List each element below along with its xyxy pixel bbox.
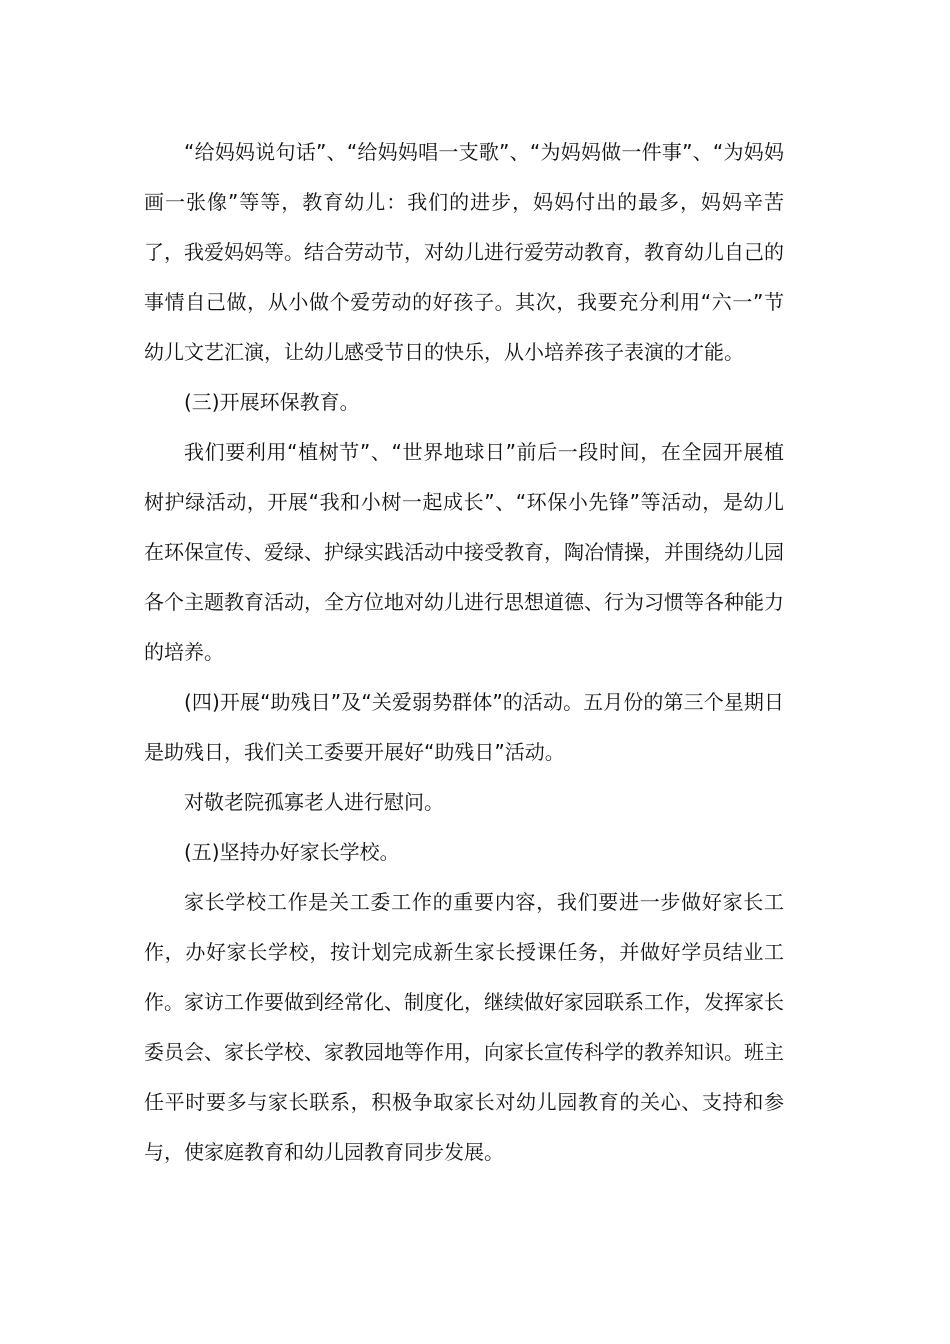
paragraph-mothers-day-activities: “给妈妈说句话”、“给妈妈唱一支歌”、“为妈妈做一件事”、“为妈妈画一张像”等等，教育幼儿：我们的进步，妈妈付出的最多，妈妈辛苦了，我爱妈妈等。结合劳动节，对幼儿进行爱劳动教育，教育幼儿自己的事情自己做，从小做个爱劳动的好孩子。其次，我要充分利用“六一”节幼儿文艺汇演，让幼儿感受节日的快乐，从小培养孩子表演的才能。 xyxy=(144,140,784,364)
paragraph-tree-planting: 我们要利用“植树节”、“世界地球日”前后一段时间，在全园开展植树护绿活动，开展“我和小树一起成长”、“环保小先锋”等活动，是幼儿在环保宣传、爱绿、护绿实践活动中接受教育，陶冶情操，并围绕幼儿园各个主题教育活动，全方位地对幼儿进行思想道德、行为习惯等各种能力的培养。 xyxy=(144,440,784,664)
paragraph-elderly-visit: 对敬老院孤寡老人进行慰问。 xyxy=(184,790,444,814)
paragraph-parent-school-work: 家长学校工作是关工委工作的重要内容，我们要进一步做好家长工作，办好家长学校，按计划完成新生家长授课任务，并做好学员结业工作。家访工作要做到经常化、制度化，继续做好家园联系工作，发挥家长委员会、家长学校、家教园地等作用，向家长宣传科学的教养知识。班主任平时要多与家长联系，积极争取家长对幼儿园教育的关心、支持和参与，使家庭教育和幼儿园教育同步发展。 xyxy=(144,890,784,1164)
paragraph-disability-day: (四)开展“助残日”及“关爱弱势群体”的活动。五月份的第三个星期日是助残日，我们关工委要开展好“助残日”活动。 xyxy=(144,690,784,764)
heading-parent-school: (五)坚持办好家长学校。 xyxy=(184,840,400,864)
document-body xyxy=(144,127,784,1177)
heading-environmental-education: (三)开展环保教育。 xyxy=(184,390,360,414)
